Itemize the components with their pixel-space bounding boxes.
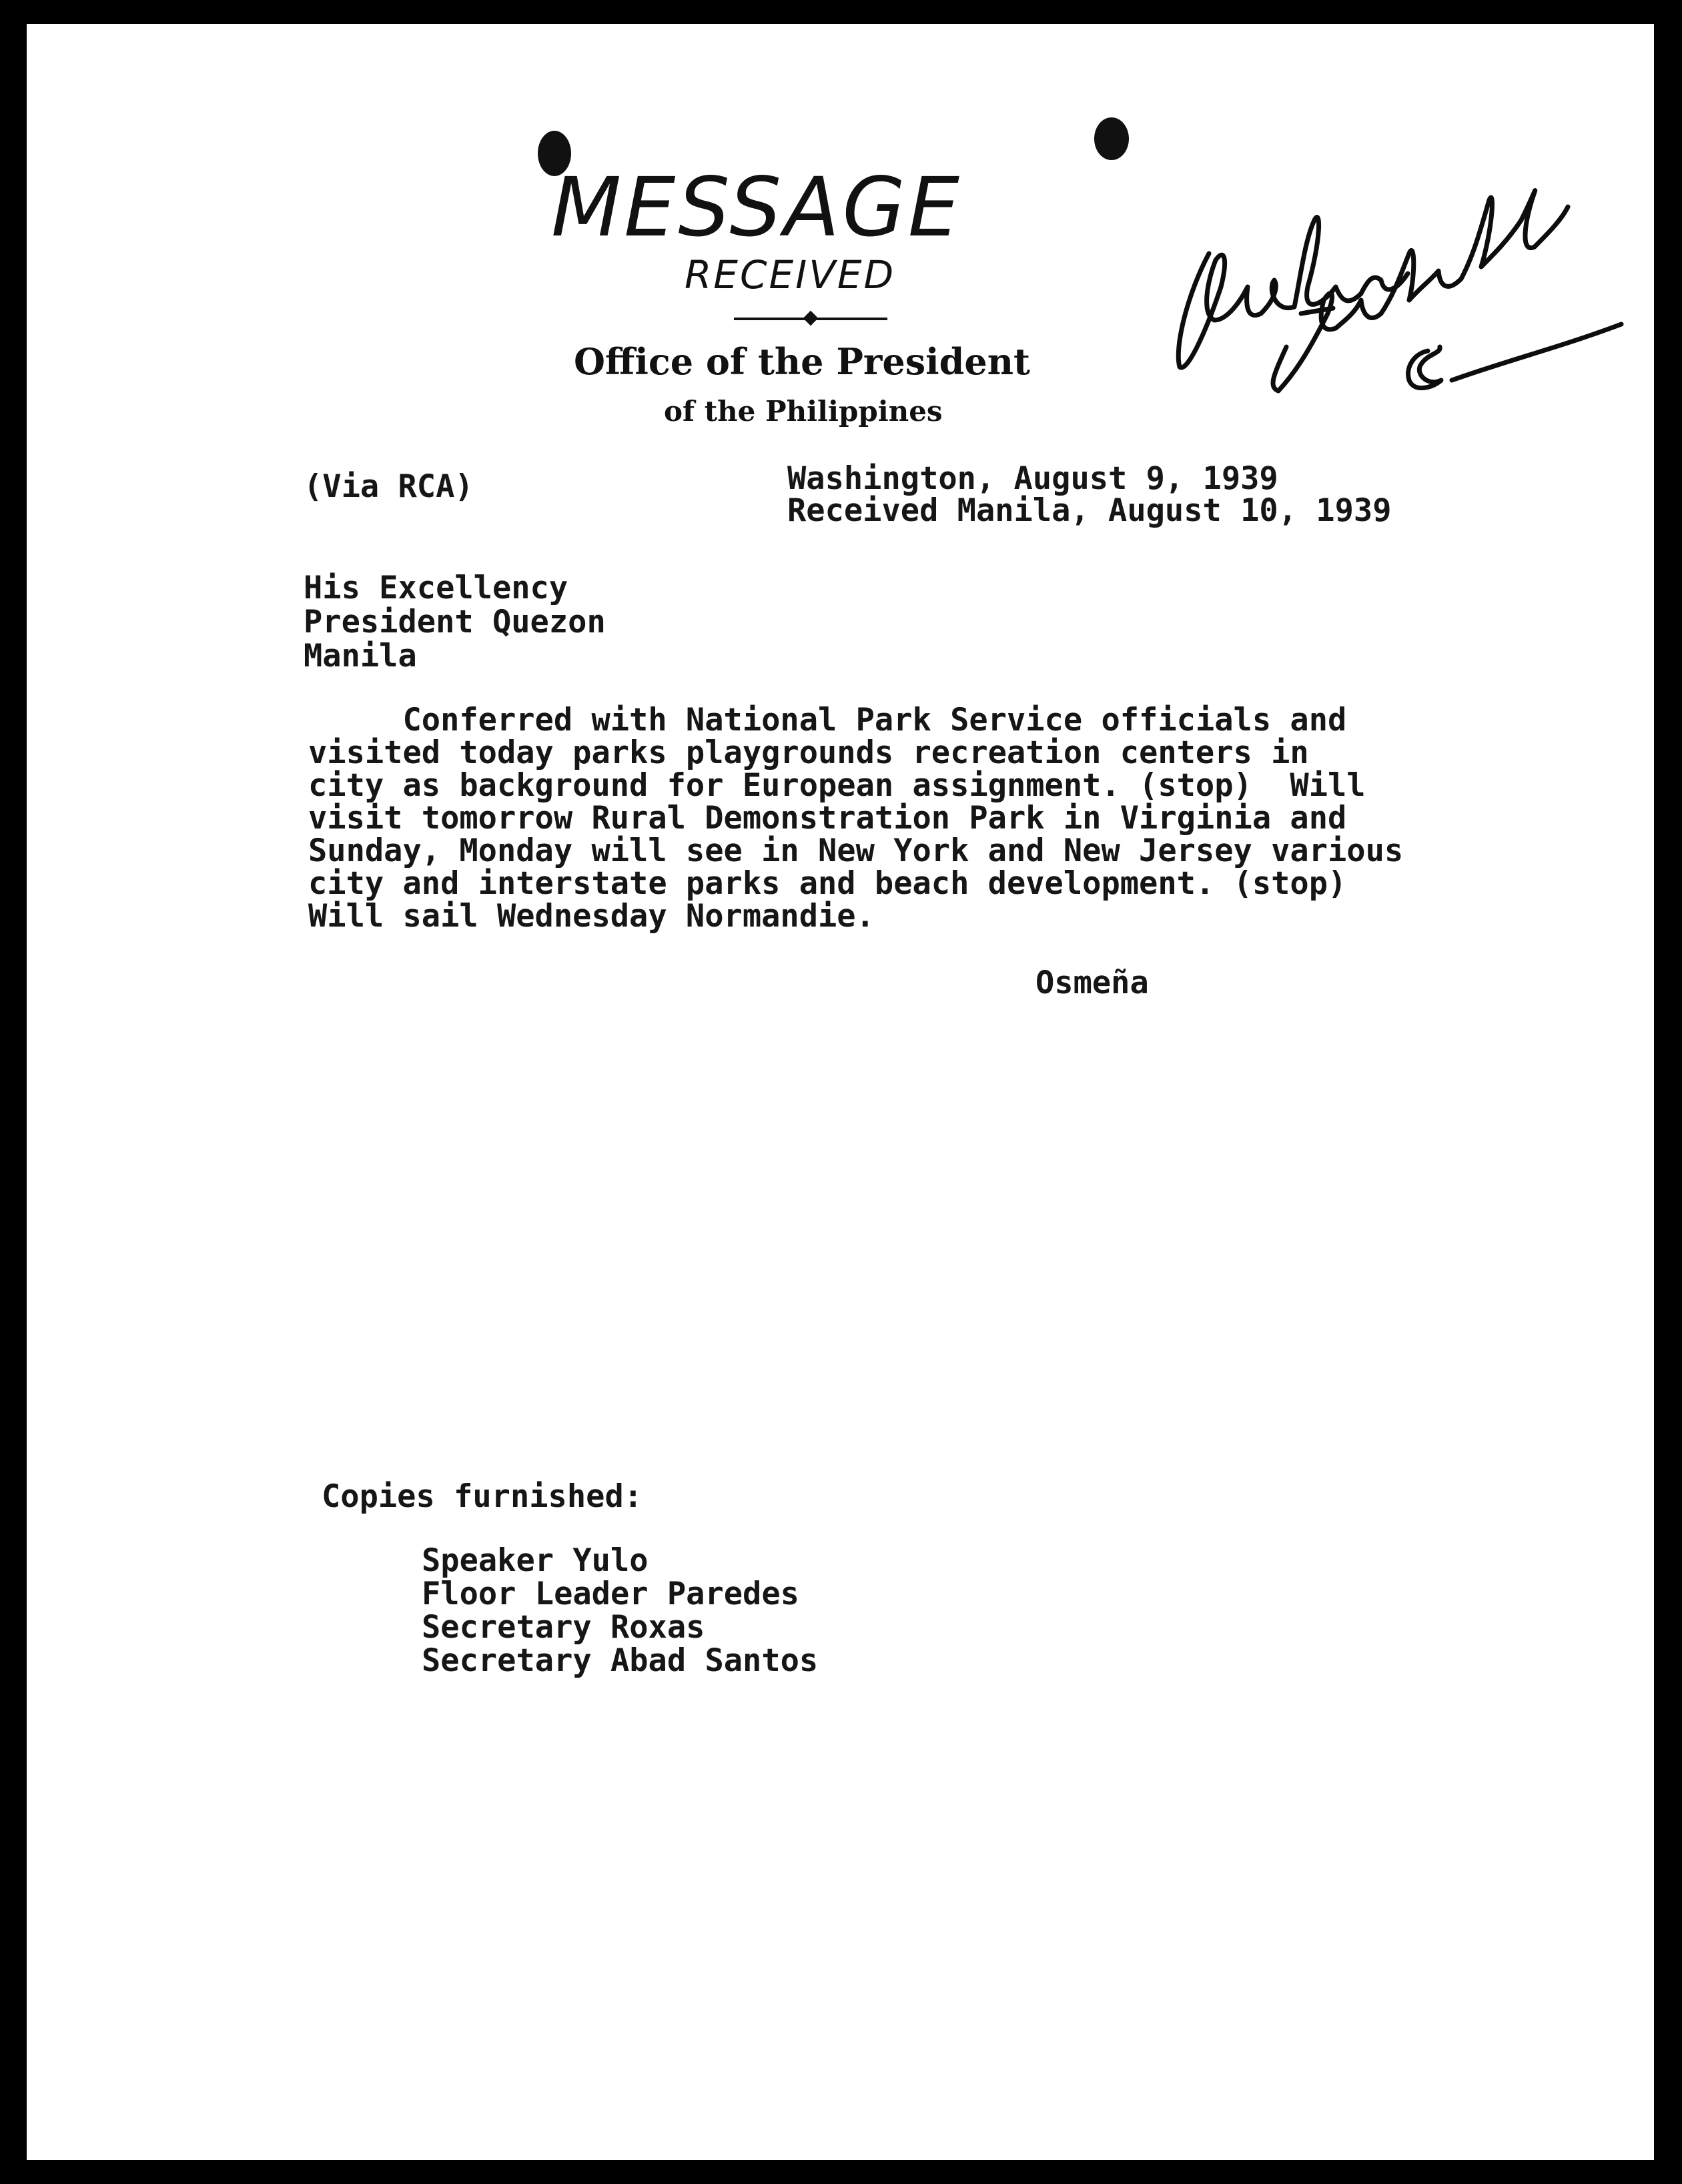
addressee-line-1: His Excellency bbox=[304, 570, 568, 606]
addressee-line-2: President Quezon bbox=[304, 604, 606, 640]
letterhead-title: MESSAGE bbox=[551, 160, 962, 255]
letterhead-country: of the Philippines bbox=[664, 395, 943, 428]
copy-recipient: Secretary Abad Santos bbox=[422, 1642, 819, 1679]
body-line-5: Sunday, Monday will see in New York and New Jersey various bbox=[308, 833, 1404, 869]
scan-edge bbox=[1654, 0, 1673, 2184]
body-line-3: city as background for European assignment. (stop) Will bbox=[308, 767, 1366, 804]
received-line: Received Manila, August 10, 1939 bbox=[787, 492, 1392, 529]
letterhead-office: Office of the President bbox=[574, 340, 1030, 383]
copy-recipient: Floor Leader Paredes bbox=[422, 1576, 799, 1612]
copies-heading: Copies furnished: bbox=[322, 1478, 643, 1515]
origin-line: Washington, August 9, 1939 bbox=[787, 460, 1278, 497]
via-line: (Via RCA) bbox=[304, 468, 474, 505]
copy-recipient: Secretary Roxas bbox=[422, 1609, 705, 1646]
body-line-2: visited today parks playgrounds recreation centers in bbox=[308, 734, 1309, 771]
addressee-line-3: Manila bbox=[304, 638, 417, 674]
sender-name: Osmeña bbox=[1035, 965, 1149, 1001]
body-line-4: visit tomorrow Rural Demonstration Park in Virginia and bbox=[308, 800, 1347, 837]
body-line-6: city and interstate parks and beach development. (stop) bbox=[308, 865, 1347, 902]
body-line-1: Conferred with National Park Service officials and bbox=[308, 702, 1347, 738]
handwritten-annotation bbox=[1161, 153, 1641, 434]
copy-recipient: Speaker Yulo bbox=[422, 1542, 649, 1579]
ink-blot-right bbox=[1094, 117, 1129, 160]
letterhead-subtitle: RECEIVED bbox=[685, 252, 896, 298]
body-line-7: Will sail Wednesday Normandie. bbox=[308, 898, 875, 935]
